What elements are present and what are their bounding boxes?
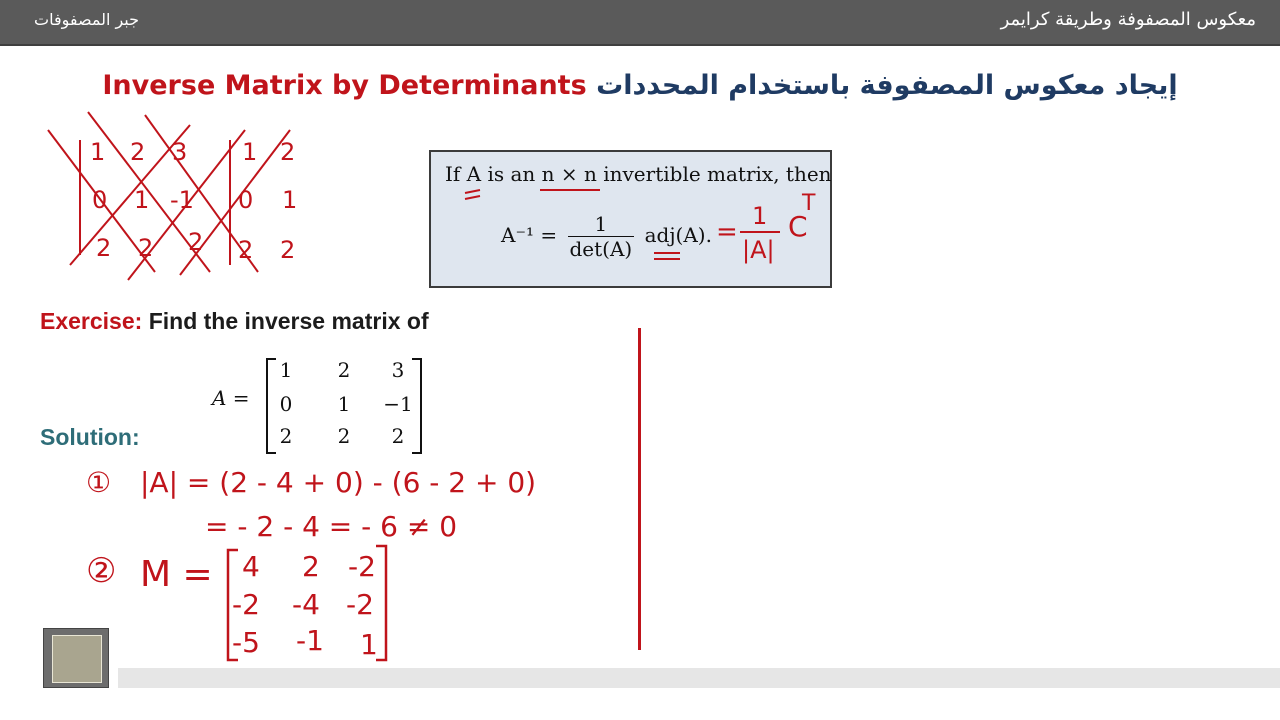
grid-cell: 2 (130, 138, 146, 166)
grid-cell: 1 (242, 138, 258, 166)
grid-cell: 2 (280, 236, 296, 264)
minor-cell: -2 (232, 588, 260, 621)
step1-marker: ① (86, 466, 112, 499)
formula-lhs: A⁻¹ = (501, 223, 558, 247)
matrix-cell: 2 (337, 358, 351, 382)
anti-diagonal-line (180, 130, 290, 275)
heading-arabic: إيجاد معكوس المصفوفة باستخدام المحددات (596, 70, 1178, 101)
matrix-cell: 1 (279, 358, 293, 382)
matrix-cell: 2 (391, 424, 405, 448)
logo-emblem (52, 635, 102, 683)
anti-diagonal-line (70, 125, 190, 265)
minor-cell: -4 (292, 588, 320, 621)
university-logo-icon (43, 628, 109, 688)
alt-formula-numerator: 1 (752, 202, 768, 230)
progress-track[interactable] (118, 668, 1280, 688)
minors-left-bracket (228, 550, 238, 660)
exercise-text: Find the inverse matrix of (148, 308, 429, 334)
matrix-a (210, 352, 430, 452)
grid-cell: 1 (90, 138, 106, 166)
minor-cell: 1 (360, 628, 378, 661)
formula-fraction (568, 212, 635, 261)
anti-diagonal-line (128, 130, 245, 280)
grid-cell: -1 (170, 186, 194, 214)
sarrus-grid (90, 138, 297, 264)
matrix-cell: 0 (279, 392, 293, 416)
minor-cell: -1 (296, 624, 324, 657)
formula-rhs: adj(A). (644, 223, 712, 247)
grid-cell: 0 (92, 186, 108, 214)
minor-cell: -2 (348, 550, 376, 583)
diagonal-line (48, 130, 155, 272)
matrix-cell: 1 (337, 392, 351, 416)
minor-cell: -5 (232, 626, 260, 659)
grid-cell: 3 (172, 138, 188, 166)
matrix-cell: 2 (337, 424, 351, 448)
diagonal-line (88, 112, 210, 272)
matrix-cell: −1 (383, 392, 413, 416)
theorem-statement: If A is an n × n invertible matrix, then (445, 162, 832, 186)
solution-label: Solution: (40, 424, 140, 450)
exercise-label: Exercise: (40, 308, 143, 334)
grid-cell: 2 (138, 234, 154, 262)
alt-formula-cofactor: C (788, 210, 808, 243)
lecture-title: معكوس المصفوفة وطريقة كرايمر (1000, 9, 1256, 30)
step2-marker: ② (86, 551, 117, 591)
grid-cell: 2 (238, 236, 254, 264)
formula-denominator: det(A) (569, 237, 633, 261)
grid-cell: 1 (282, 186, 298, 214)
inverse-formula (501, 212, 712, 261)
minor-cell: 2 (302, 550, 320, 583)
formula-numerator: 1 (568, 212, 635, 237)
minors-right-bracket (376, 546, 386, 660)
exercise-prompt (40, 308, 429, 335)
alt-formula-equals: = (716, 217, 738, 247)
alt-formula-denominator: |A| (742, 236, 775, 264)
grid-cell: 0 (238, 186, 254, 214)
step2-label: M = (140, 554, 213, 595)
matrix-a-name: A = (212, 386, 250, 410)
alt-formula-transpose: T (802, 191, 816, 216)
grid-cell: 2 (280, 138, 296, 166)
minor-cell: 4 (242, 550, 260, 583)
top-bar (0, 0, 1280, 46)
heading-english: Inverse Matrix by Determinants (102, 70, 587, 101)
grid-cell: 2 (188, 228, 204, 256)
step1-line1: |A| = (2 - 4 + 0) - (6 - 2 + 0) (140, 466, 537, 499)
matrix-cell: 3 (391, 358, 405, 382)
step1-line2: = - 2 - 4 = - 6 ≠ 0 (205, 510, 458, 543)
minors-brackets (228, 546, 386, 660)
grid-cell: 2 (96, 234, 112, 262)
grid-cell: 1 (134, 186, 150, 214)
diagonal-line (145, 115, 258, 272)
minor-cell: -2 (346, 588, 374, 621)
slide-heading (0, 70, 1280, 101)
theorem-box (429, 150, 832, 288)
matrix-cell: 2 (279, 424, 293, 448)
sarrus-lines (48, 112, 290, 280)
divider-line (638, 328, 641, 650)
course-title: جبر المصفوفات (34, 10, 140, 29)
